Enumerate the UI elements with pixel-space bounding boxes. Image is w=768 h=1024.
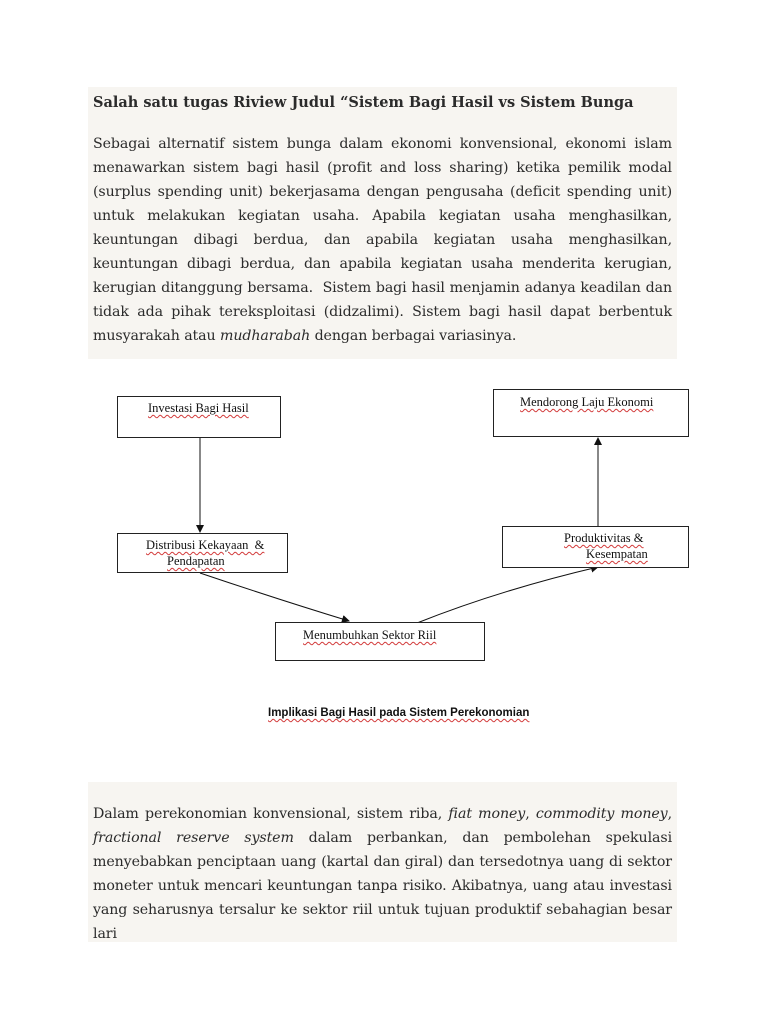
second-paragraph-text-3: , (667, 806, 672, 822)
mudharabah-term: mudharabah (219, 328, 311, 344)
box-menumbuhkan-sektor-riil (275, 622, 485, 661)
box-distribusi-kekayaan (117, 533, 288, 573)
box-produktivitas-kesempatan (502, 526, 689, 568)
arrow-distribusi-to-sektor (200, 573, 349, 621)
box-distribusi-label-1: Distribusi Kekayaan & (146, 538, 265, 552)
flow-diagram (0, 380, 768, 740)
box-laju-label: Mendorong Laju Ekonomi (520, 395, 654, 409)
second-paragraph-text-4: dalam perbankan, dan pembolehan spekulasi menyebabkan penciptaan uang (kartal dan giral) dan tersedotnya uang di sektor moneter untuk mencari keuntungan tanpa risiko. Akibatnya, uang atau investasi yang seharusnya tersalur ke sektor riil untuk tujuan produktif sebahagian besar lari (93, 830, 673, 942)
intro-paragraph (93, 132, 672, 348)
commodity-money-term: commodity money (535, 806, 668, 822)
second-section (88, 782, 677, 942)
box-mendorong-laju-ekonomi (493, 389, 689, 437)
arrow-sektor-to-produktivitas (417, 567, 598, 623)
second-paragraph-text-1: Dalam perekonomian konvensional, sistem riba, (93, 806, 449, 822)
intro-section (88, 87, 677, 359)
box-investasi-label: Investasi Bagi Hasil (148, 401, 249, 415)
box-sektor-label: Menumbuhkan Sektor Riil (303, 628, 437, 642)
box-distribusi-label-2: Pendapatan (167, 554, 225, 568)
intro-paragraph-main: Sebagai alternatif sistem bunga dalam ekonomi konvensional, ekonomi islam menawarkan sistem bagi hasil (profit and loss sharing) ketika pemilik modal (surplus spending unit) bekerjasama dengan pengusaha (deficit spending unit) untuk melakukan kegiatan usaha. Apabila kegiatan usaha menghasilkan, keuntungan dibagi berdua, dan apabila kegiatan usaha menghasilkan, keuntungan dibagi berdua, dan apabila kegiatan usaha menderita kerugian, kerugian ditanggung bersama. Sistem bagi hasil menjamin adanya keadilan dan tidak ada pihak tereksploitasi (didzalimi). Sistem bagi hasil dapat berbentuk musyarakah atau (93, 136, 672, 344)
diagram-caption: Implikasi Bagi Hasil pada Sistem Perekonomian (268, 707, 530, 719)
fractional-reserve-term: fractional reserve system (93, 830, 294, 846)
document-title: Salah satu tugas Riview Judul “Sistem Bagi Hasil vs Sistem Bunga (93, 94, 634, 111)
second-paragraph-text-2: , (525, 806, 536, 822)
box-produktivitas-label-1: Produktivitas & (564, 531, 644, 545)
second-paragraph (93, 802, 672, 942)
intro-paragraph-end: dengan berbagai variasinya. (310, 328, 517, 344)
box-investasi-bagi-hasil (117, 396, 281, 438)
fiat-money-term: fiat money (448, 806, 526, 822)
box-produktivitas-label-2: Kesempatan (586, 547, 648, 561)
